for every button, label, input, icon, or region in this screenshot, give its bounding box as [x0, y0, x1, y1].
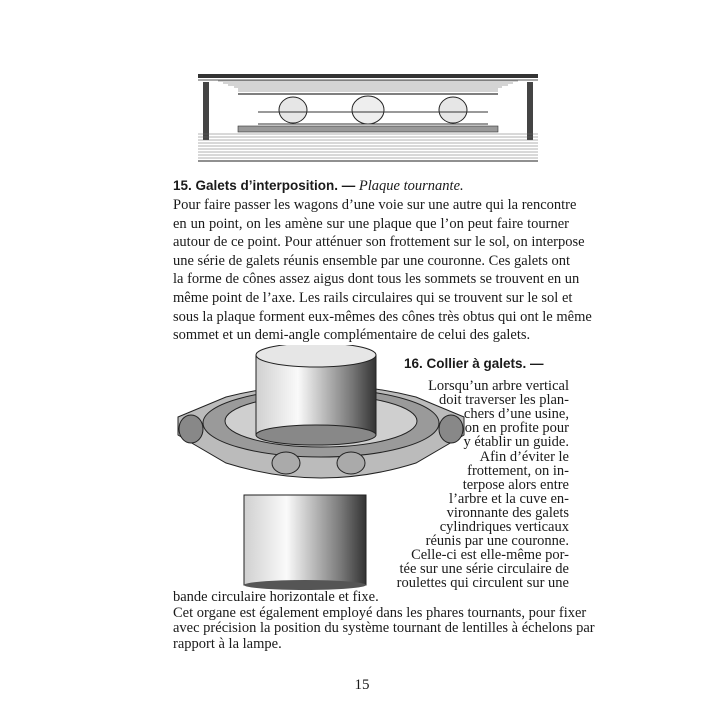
section-15: [173, 176, 592, 345]
text-line: une série de galets réunis ensemble par une couronne. Ces galets ont: [173, 252, 571, 269]
text-line: Cet organe est également employé dans les phares tournants, pour fixer: [173, 604, 587, 621]
text-line: autour de ce point. Pour atténuer son frottement sur le sol, on interpose: [173, 234, 585, 251]
text-line: roulettes qui circulent sur une: [396, 575, 569, 592]
section-15-paragraph: [173, 196, 592, 345]
section-15-subtitle: Plaque tournante.: [358, 178, 464, 194]
text-line: sous la plaque forment eux-mêmes des cônes très obtus qui ont le même: [173, 308, 592, 325]
text-line: en un point, on les amène sur une plaque que l’on peut faire tourner: [173, 215, 569, 232]
text-line: frottement, on in-: [467, 462, 569, 479]
text-line: Lorsqu’un arbre vertical: [428, 378, 569, 394]
section-15-heading: 15. Galets d’interposition. —: [173, 178, 356, 193]
text-line: Pour faire passer les wagons d’une voie sur une autre qui la rencontre: [173, 197, 577, 213]
text-line: bande circulaire horizontale et fixe.: [173, 589, 379, 605]
page-number: 15: [354, 677, 370, 693]
text-line: tée sur une série circulaire de: [399, 561, 569, 578]
section-15-heading-line: [173, 176, 569, 196]
section-16-continuation: [173, 589, 595, 652]
text-line: terpose alors entre: [462, 476, 569, 493]
text-line: vironnante des galets: [446, 504, 569, 521]
text-line: avec précision la position du système tournant de lentilles à échelons par: [173, 620, 595, 636]
text-line: même point de l’axe. Les rails circulaires qui se trouvent sur le sol et: [173, 289, 573, 306]
text-line: l’arbre et la cuve en-: [449, 490, 569, 507]
text-line: réunis par une couronne.: [425, 533, 569, 550]
text-line: on en profite pour: [464, 420, 569, 437]
text-line: chers d’une usine,: [463, 406, 569, 423]
text-line: la forme de cônes assez aigus dont tous les sommets se trouvent en un: [173, 271, 580, 288]
text-line: rapport à la lampe.: [173, 635, 282, 652]
text-line: Afin d’éviter le: [479, 448, 569, 465]
text-line: cylindriques verticaux: [439, 519, 569, 535]
text-line: Celle-ci est elle-même por-: [411, 547, 569, 564]
section-16-heading: 16. Collier à galets. —: [404, 356, 544, 371]
text-line: y établir un guide.: [463, 434, 569, 451]
text-line: doit traverser les plan-: [438, 392, 569, 409]
turntable-illustration: [198, 72, 538, 162]
text-line: sommet et un demi-angle complémentaire de celui des galets.: [173, 327, 531, 344]
